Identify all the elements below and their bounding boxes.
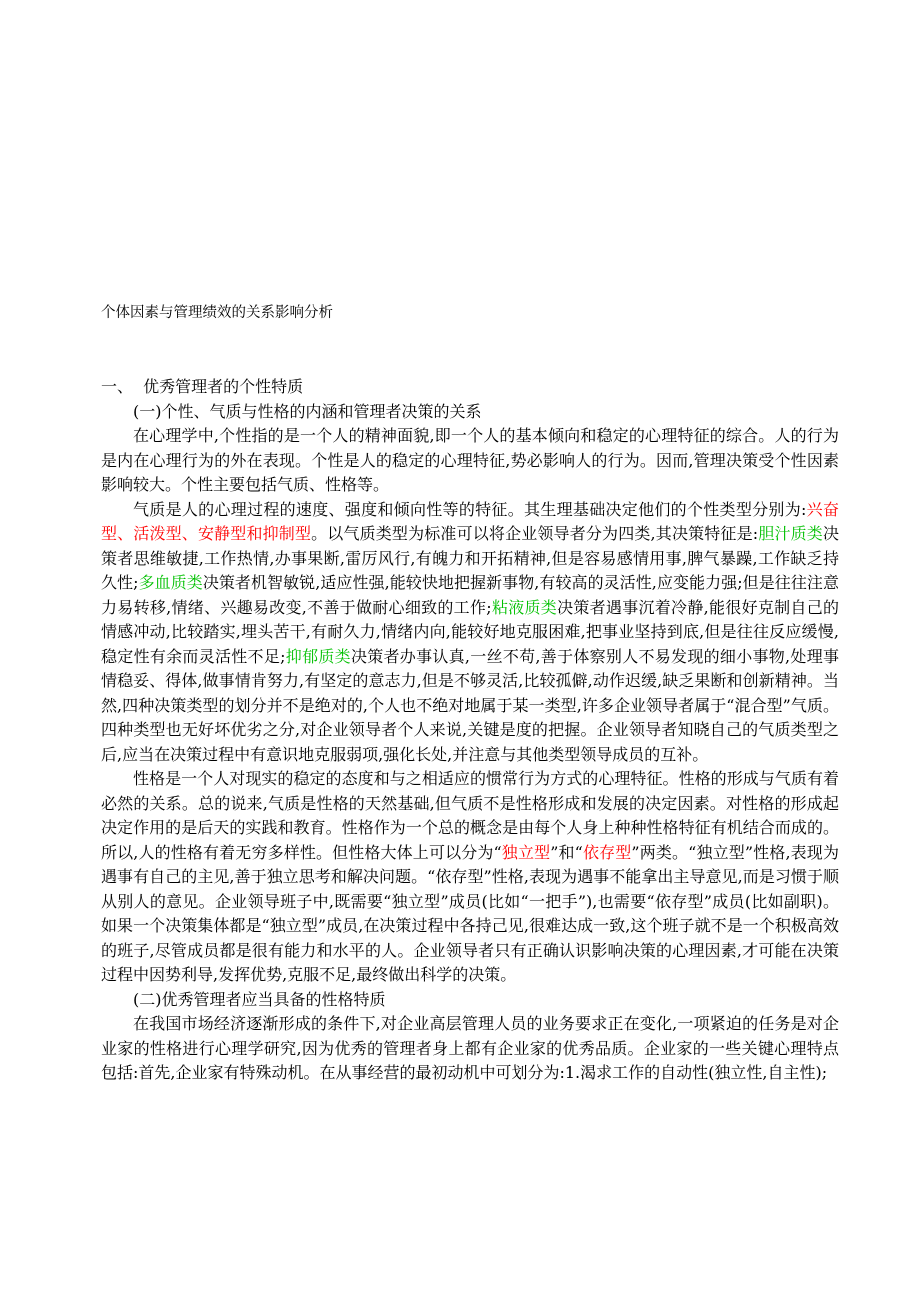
type-phlegmatic-highlight: 粘液质类 — [491, 597, 558, 617]
text-segment: 决策者机智敏锐,适应性强,能较快地把握新事物,有较高的灵活性,应变能力强;但是往往注意力易转移,情绪、兴趣易改变,不善于做耐心细致的工作; — [101, 573, 839, 617]
text-segment: ”和“ — [550, 842, 583, 862]
subsection-heading-2: (二)优秀管理者应当具备的性格特质 — [133, 989, 386, 1009]
document-title: 个体因素与管理绩效的关系影响分析 — [101, 305, 333, 321]
dependent-type-highlight: 依存型 — [582, 842, 632, 862]
text-segment: 气质是人的心理过程的速度、强度和倾向性等的特征。其生理基础决定他们的个性类型分别为: — [133, 499, 807, 519]
subsection-heading-1: (一)个性、气质与性格的内涵和管理者决策的关系 — [133, 401, 482, 421]
independent-type-highlight: 独立型 — [501, 842, 551, 862]
paragraph-personality: 在心理学中,个性指的是一个人的精神面貌,即一个人的基本倾向和稳定的心理特征的综合。人的行为是内在心理行为的外在表现。个性是人的稳定的心理特征,势必影响人的行为。因而,管理决策受个性因素影响较大。个性主要包括气质、性格等。 — [101, 426, 839, 494]
text-segment: 。以气质类型为标准可以将企业领导者分为四类,其决策特征是: — [311, 524, 759, 543]
paragraph-entrepreneur: 在我国市场经济逐渐形成的条件下,对企业高层管理人员的业务要求正在变化,一项紧迫的任务是对企业家的性格进行心理学研究,因为优秀的管理者身上都有企业家的优秀品质。企业家的一些关键心理特点包括:首先,企业家有特殊动机。在从事经营的最初动机中可划分为:1.渴求工作的自动性(独立性,自主性); — [101, 1014, 839, 1082]
text-segment: 决策者遇事沉着冷静,能很好克制自己的情感冲动,比较踏实,埋头苦干,有耐久力,情绪内向,能较好地克服困难,把事业坚持到底,但是往往反应缓慢,稳定性有余而灵活性不足; — [101, 597, 839, 666]
text-segment: 决策者办事认真,一丝不苟,善于体察别人不易发现的细小事物,处理事情稳妥、得体,做事情肯努力,有坚定的意志力,但是不够灵活,比较孤僻,动作迟缓,缺乏果断和创新精神。当然,四种决策类型的划分并不是绝对的,个人也不绝对地属于某一类型,许多企业领导者属于“混合型”气质。四种类型也无好坏优劣之分,对企业领导者个人来说,关键是度的把握。企业领导者知晓自己的气质类型之后,应当在决策过程中有意识地克服弱项,强化长处,并注意与其他类型领导成员的互补。 — [101, 646, 839, 764]
section-heading: 一、 优秀管理者的个性特质 — [101, 377, 304, 396]
document-body — [101, 375, 839, 1086]
paragraph-temperament — [101, 498, 839, 768]
text-segment: 决策者思维敏捷,工作热情,办事果断,雷厉风行,有魄力和开拓精神,但是容易感情用事,脾气暴躁,工作缺乏持久性; — [101, 524, 839, 592]
type-choleric-highlight: 胆汁质类 — [758, 524, 823, 543]
text-segment: 性格是一个人对现实的稳定的态度和与之相适应的惯常行为方式的心理特征。性格的形成与气质有着必然的关系。总的说来,气质是性格的天然基础,但气质不是性格形成和发展的决定因素。对性格的形成起决定作用的是后天的实践和教育。性格作为一个总的概念是由每个人身上种种性格特征有机结合而成的。所以,人的性格有着无穷多样性。但性格大体上可以分为“ — [101, 769, 839, 862]
temperament-types-highlight: 兴奋型、活泼型、安静型和抑制型 — [101, 499, 839, 543]
text-segment: ”两类。“独立型”性格,表现为遇事有自己的主见,善于独立思考和解决问题。“依存型”性格,表现为遇事不能拿出主导意见,而是习惯于顺从别人的意见。企业领导班子中,既需要“独立型”成员(比如“一把手”),也需要“依存型”成员(比如副职)。如果一个决策集体都是“独立型”成员,在决策过程中各持己见,很难达成一致,这个班子就不是一个积极高效的班子,尽管成员都是很有能力和水平的人。企业领导者只有正确认识影响决策的心理因素,才可能在决策过程中因势利导,发挥优势,克服不足,最终做出科学的决策。 — [101, 842, 839, 984]
type-melancholic-highlight: 抑郁质类 — [285, 646, 351, 666]
type-sanguine-highlight: 多血质类 — [138, 573, 203, 592]
paragraph-character — [101, 767, 839, 988]
